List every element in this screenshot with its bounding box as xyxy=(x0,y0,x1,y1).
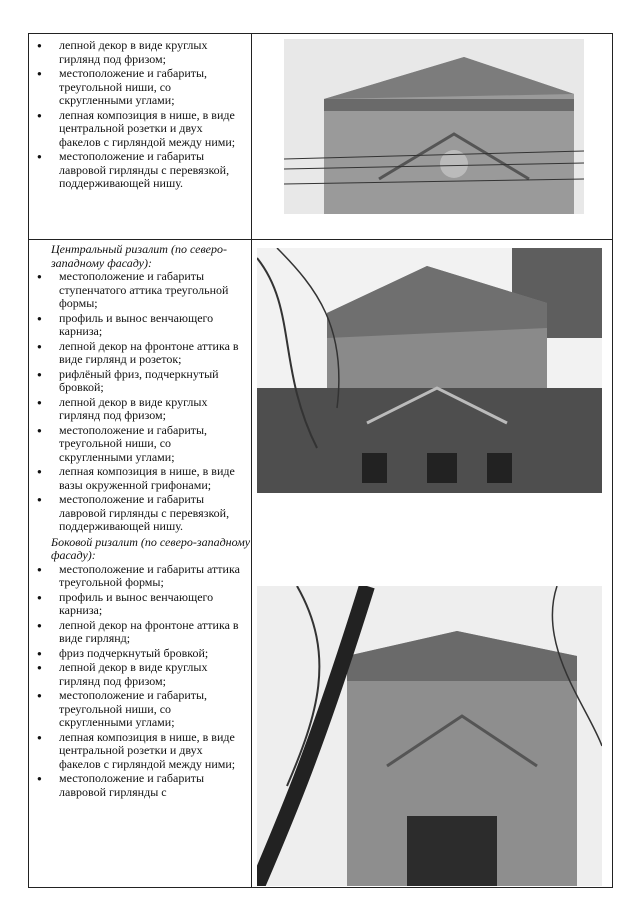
list-item: ● местоположение и габариты, треугольной ниши, со скругленными углами; xyxy=(29,67,251,108)
list-item: ● местоположение и габариты лавровой гирлянды с перевязкой, поддерживающей нишу. xyxy=(29,150,251,191)
row-1-list xyxy=(29,39,251,191)
list-item: ● лепной декор в виде круглых гирлянд под фризом; xyxy=(29,39,251,66)
row-divider xyxy=(29,239,612,240)
facade-photo-3 xyxy=(257,586,602,886)
section-heading-side: Боковой ризалит (по северо-западному фасаду): xyxy=(51,534,251,562)
column-divider xyxy=(251,34,252,887)
list-item: ● местоположение и габариты лавровой гирлянды с xyxy=(29,772,251,799)
section-heading-central: Центральный ризалит (по северо-западному фасаду): xyxy=(51,242,227,270)
list-item: ● местоположение и габариты лавровой гирлянды с перевязкой, поддерживающей нишу. xyxy=(29,493,251,534)
list-item: ● лепной декор на фронтоне аттика в виде гирлянд; xyxy=(29,619,251,646)
list-item: ● лепной декор в виде круглых гирлянд под фризом; xyxy=(29,396,251,423)
list-item: ● лепной декор на фронтоне аттика в виде гирлянд и розеток; xyxy=(29,340,251,367)
list-item: ● местоположение и габариты, треугольной ниши, со скругленными углами; xyxy=(29,689,251,730)
list-item: ● профиль и вынос венчающего карниза; xyxy=(29,591,251,618)
row-3-list xyxy=(29,563,251,800)
facade-photo-2 xyxy=(257,248,602,493)
facade-photo-1 xyxy=(284,39,584,214)
list-item: ● лепная композиция в нише, в виде центральной розетки и двух факелов с гирляндой между ними; xyxy=(29,109,251,150)
document-table xyxy=(28,33,613,888)
list-item: ● рифлёный фриз, подчеркнутый бровкой; xyxy=(29,368,251,395)
list-item: ● профиль и вынос венчающего карниза; xyxy=(29,312,251,339)
row-2-text xyxy=(29,243,251,800)
list-item: ● лепная композиция в нише, в виде вазы окруженной грифонами; xyxy=(29,465,251,492)
list-item: ● лепной декор в виде круглых гирлянд под фризом; xyxy=(29,661,251,688)
list-item: ● местоположение и габариты аттика треугольной формы; xyxy=(29,563,251,590)
row-2-list xyxy=(29,270,251,534)
list-item: ● местоположение и габариты ступенчатого аттика треугольной формы; xyxy=(29,270,251,311)
list-item: ● лепная композиция в нише, в виде центральной розетки и двух факелов с гирляндой между ними; xyxy=(29,731,251,772)
row-1-text xyxy=(29,39,251,192)
list-item: ● местоположение и габариты, треугольной ниши, со скругленными углами; xyxy=(29,424,251,465)
list-item: ● фриз подчеркнутый бровкой; xyxy=(29,647,251,661)
